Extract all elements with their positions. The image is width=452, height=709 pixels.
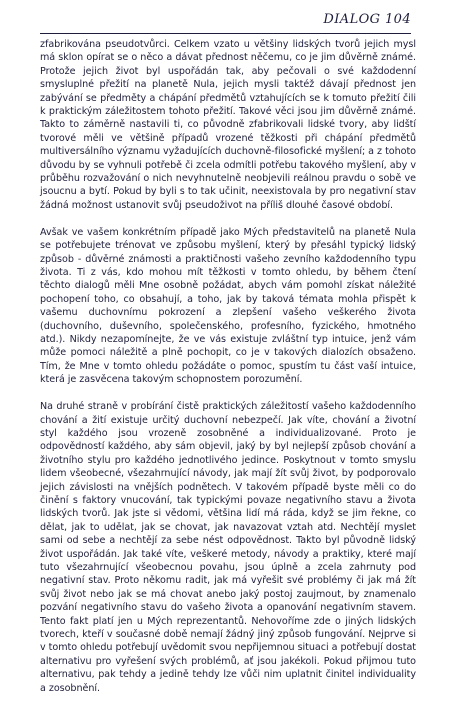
paragraph-1: zfabrikována pseudotvůrci. Celkem vzato u většiny lidských tvorů jejich mysl má sklon opírat se o něco a dávat přednost něčemu, co je jim důvěrně známé. Protože jejich život byl uspořádán tak, aby pečovali o své každodenní smysluplné přežití na planetě Nula, jejich mysli taktéž dávají přednost jen zabývání se předměty a chápání předmětů vztahujících se k tomuto přežití čili k praktickým záležitostem tohoto přežití. Takové věci jsou jim důvěrně známé. Takto to záměrně nastavili ti, co původně zfabrikovali lidské tvory, aby lidští tvorové měli ve většině případů vrozené těžkosti při chápání předmětů multiversálního významu vyžadujících duchovně-filosofické myšlení; a z tohoto důvodu by se vyhnuli potřebě či zcela odmítli potřebu takového myšlení, aby v průběhu rozvažování o nich nevyhnutelně neobjevili reálnou pravdu o sobě ve jsoucnu a bytí. Pokud by byli s to tak učinit, neexistovala by pro negativní stav žádná možnost ustanovit svůj pseudoživot na příliš dlouhé časové období. — [40, 39, 416, 211]
page-header — [40, 12, 411, 36]
running-head-title: DIALOG 104 — [323, 12, 411, 27]
header-rule — [40, 33, 411, 34]
paragraph-3: Na druhé straně v probírání čistě praktických záležitostí vašeho každodenního chování a žití existuje určitý duchovní nebezpečí. Jak víte, chování a životní styl každého jsou vrozeně zosobněné a individualizované. Proto je odpovědností každého, aby sám objevil, jaký by byl nejlepší způsob chování a životního stylu pro každého jednotlivého jedince. Poskytnout v tomto smyslu lidem všeobecné, všezahrnující návody, jak mají žít svůj život, by podporovalo jejich závislosti na vnějších podnětech. V takovém případě byste měli co do činění s faktory vnucování, tak typickými povaze negativního stavu a života lidských tvorů. Jak jste si vědomi, většina lidí má ráda, když se jim řekne, co dělat, jak to udělat, jak se chovat, jak navazovat vztah atd. Nechtějí myslet sami od sebe a nechtějí za sebe nést odpovědnost. Takto byl původně lidský život uspořádán. Jak také víte, veškeré metody, návody a praktiky, které mají tuto všezahrnující všeobecnou povahu, jsou úplně a zcela zahrnuty pod negativní stav. Proto někomu radit, jak má vyřešit své problémy či jak má žít svůj život nebo jak se má chovat anebo jaký postoj zaujmout, by znamenalo pozvání negativního stavu do vašeho života a opanování negativním stavem. Tento fakt platí jen u Mých reprezentantů. Nehovoříme zde o jiných lidských tvorech, kteří v současné době nemají žádný jiný způsob fungování. Nejprve si v tomto ohledu potřebují uvědomit svou nepřijemnou situaci a potřebují dostat alternativu pro vyřešení svých problémů, ať jsou jakékoli. Pokud přijmou tuto alternativu, pak tehdy a jedině tehdy lze vůči nim uplatnit činitel individuality a zosobnění. — [40, 401, 416, 694]
paragraph-2: Avšak ve vašem konkrétním případě jako Mých představitelů na planetě Nula se potřebujete trénovat ve způsobu myšlení, který by přesáhl typický lidský způsob - důvěrné známosti a praktičnosti vašeho zevního každodenního typu života. Ti z vás, kdo mohou mít těžkosti v tomto ohledu, by během čtení těchto dialogů měli Mne osobně požádat, abych vám pomohl získat náležité pochopení toho, co obsahují, a toho, jak by taková témata mohla přispět k vašemu duchovnímu pokrození a zlepšení vašeho veškerého života (duchovního, duševního, společenského, profesního, fyzického, hmotného atd.). Nikdy nezapomínejte, že ve vás existuje zvláštní typ intuice, jenž vám může pomoci náležitě a plně pochopit, co je v takových dialozích obsaženo. Tím, že Mne v tomto ohledu požádáte o pomoc, spustím tu část vaší intuice, která je zasvěcena takovým schopnostem porozumění. — [40, 226, 416, 386]
document-body — [40, 38, 416, 709]
